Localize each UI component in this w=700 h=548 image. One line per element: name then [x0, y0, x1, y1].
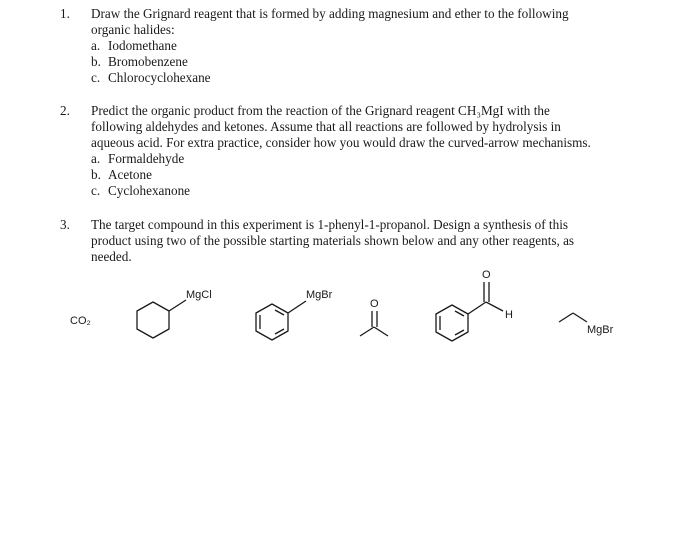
sub-item-letter: b. — [91, 167, 101, 182]
methyl-bond — [360, 327, 374, 336]
sub-item-letter: c. — [91, 70, 101, 85]
sub-item-text: Acetone — [108, 167, 152, 182]
aldehyde-h-bond — [486, 302, 503, 311]
sub-item-letter: b. — [91, 54, 101, 69]
mgbr-label: MgBr — [587, 324, 614, 336]
phenylmagnesium-bromide — [256, 289, 333, 340]
oxygen-label: O — [482, 269, 491, 281]
question-line: organic halides: — [91, 22, 175, 37]
question-number: 2. — [60, 103, 70, 118]
question-line: The target compound in this experiment is 1-phenyl-1-propanol. Design a synthesis of this — [91, 217, 568, 232]
double-bond — [455, 311, 464, 316]
c-mg-bond — [288, 301, 306, 313]
benzaldehyde — [436, 269, 513, 341]
sub-item-text: Iodomethane — [108, 38, 177, 53]
question-number: 3. — [60, 217, 70, 232]
ethylmagnesium-bromide — [559, 313, 614, 336]
mgbr-label: MgBr — [306, 289, 333, 301]
ring-carbonyl-bond — [468, 302, 486, 314]
carbon-dioxide — [70, 315, 91, 327]
sub-item-letter: c. — [91, 183, 101, 198]
c-mg-bond — [573, 313, 587, 322]
double-bond — [275, 310, 284, 315]
hydrogen-label: H — [505, 309, 513, 321]
methyl-bond — [374, 327, 388, 336]
sub-item-letter: a. — [91, 38, 101, 53]
sub-item-text: Formaldehyde — [108, 151, 185, 166]
cyclohexylmagnesium-chloride — [137, 289, 212, 338]
question-line: Predict the organic product from the reaction of the Grignard reagent CH₃MgI with the — [91, 103, 550, 118]
sub-item-text: Cyclohexanone — [108, 183, 191, 198]
question-line: needed. — [91, 249, 132, 264]
sub-item-text: Chlorocyclohexane — [108, 70, 211, 85]
benzene-ring — [436, 305, 468, 341]
acetone — [360, 298, 388, 336]
c-mg-bond — [169, 300, 186, 311]
sub-item-letter: a. — [91, 151, 101, 166]
question-number: 1. — [60, 6, 70, 21]
co2-label: CO₂ — [70, 315, 91, 327]
question-line: following aldehydes and ketones. Assume that all reactions are followed by hydrolysis in — [91, 119, 561, 134]
ethyl-bond — [559, 313, 573, 322]
question-line: Draw the Grignard reagent that is formed by adding magnesium and ether to the following — [91, 6, 569, 21]
mgcl-label: MgCl — [186, 289, 212, 301]
double-bond — [275, 329, 284, 334]
cyclohexane-ring — [137, 302, 169, 338]
benzene-ring — [256, 304, 288, 340]
double-bond — [455, 330, 464, 335]
question-line: product using two of the possible starting materials shown below and any other reagents, as — [91, 233, 575, 248]
oxygen-label: O — [370, 298, 379, 310]
question-line: aqueous acid. For extra practice, consider how you would draw the curved-arrow mechanisms. — [91, 135, 591, 150]
sub-item-text: Bromobenzene — [108, 54, 188, 69]
